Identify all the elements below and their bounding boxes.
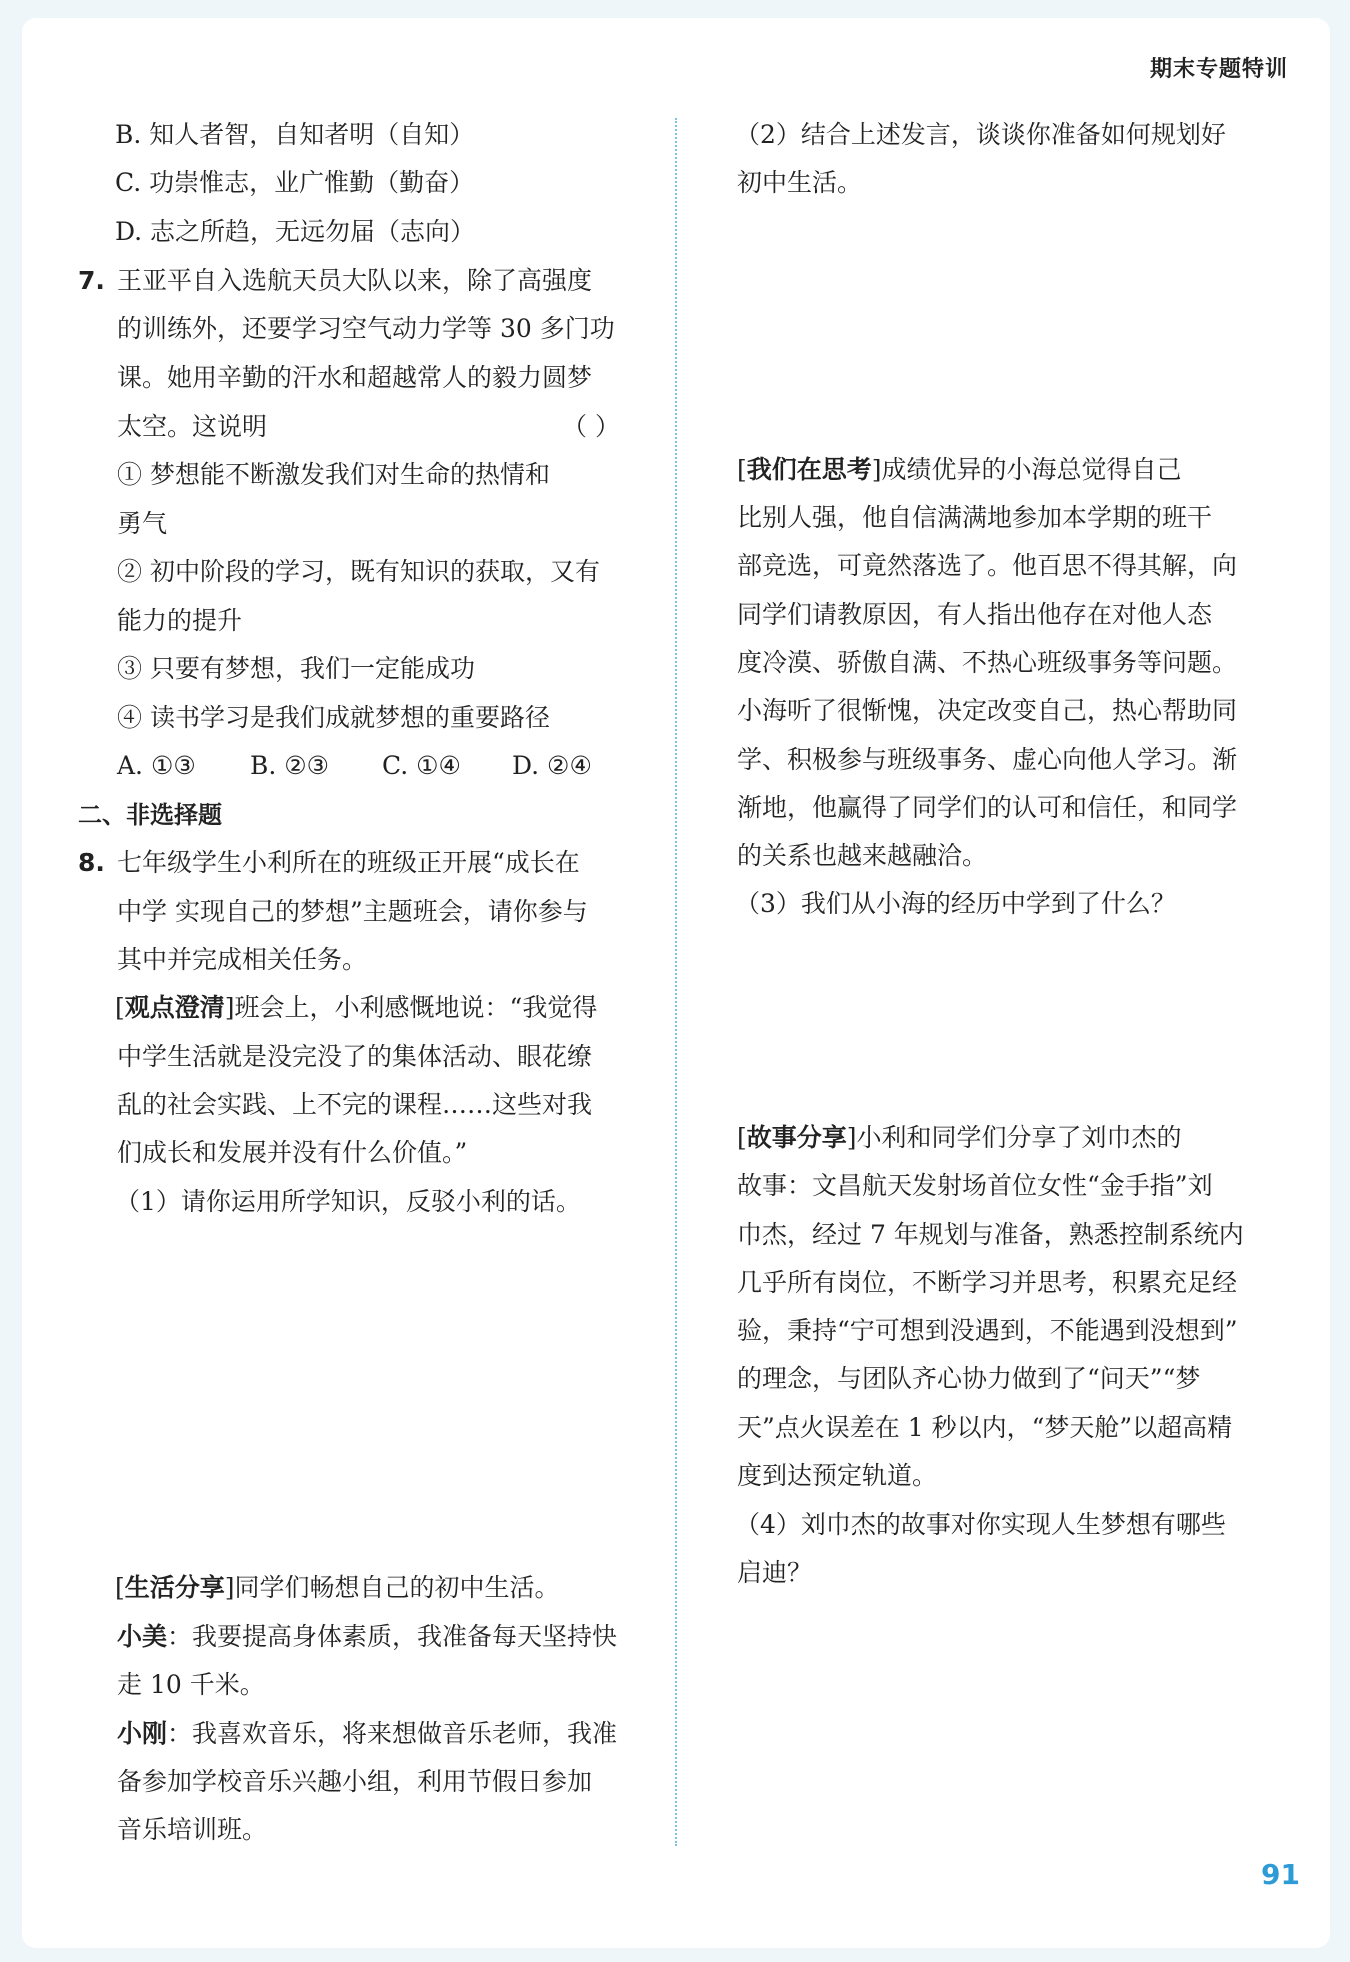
clarify-line: 乱的社会实践、上不完的课程……这些对我	[117, 1090, 593, 1119]
thinking-line: 小海听了很惭愧，决定改变自己，热心帮助同	[737, 696, 1238, 725]
xiaogang-text: ：我喜欢音乐，将来想做音乐老师，我准	[167, 1719, 618, 1748]
thinking-line: 部竞选，可竟然落选了。他百思不得其解，向	[737, 551, 1238, 580]
thinking-line: 度冷漠、骄傲自满、不热心班级事务等问题。	[737, 648, 1238, 677]
thinking-line: 比别人强，他自信满满地参加本学期的班干	[737, 503, 1213, 532]
q8-sub3: （3）我们从小海的经历中学到了什么？	[735, 889, 1176, 918]
q7-stem-line: 王亚平自入选航天员大队以来，除了高强度	[117, 266, 593, 295]
life-paragraph	[115, 1573, 560, 1603]
q8-sub1: （1）请你运用所学知识，反驳小利的话。	[115, 1187, 581, 1216]
q7-stem-line: 的训练外，还要学习空气动力学等 30 多门功	[117, 314, 615, 343]
bracket-open: [	[737, 455, 747, 484]
q7-choice-a[interactable]: A. ①③	[117, 751, 196, 780]
bracket-open: [	[115, 993, 125, 1022]
q7-answer-blank[interactable]: （ ）	[562, 412, 620, 441]
story-line: 天”点火误差在 1 秒以内，“梦天舱”以超高精	[737, 1413, 1233, 1442]
q8-sub2-line: 初中生活。	[737, 168, 863, 197]
thinking-line: 渐地，他赢得了同学们的认可和信任，和同学	[737, 793, 1238, 822]
clarify-line: 中学生活就是没完没了的集体活动、眼花缭	[117, 1042, 593, 1071]
q7-choice-d[interactable]: D. ②④	[512, 751, 592, 780]
bracket-close: ]	[846, 1123, 857, 1152]
story-line: 故事：文昌航天发射场首位女性“金手指”刘	[737, 1171, 1213, 1200]
q8-stem-line: 其中并完成相关任务。	[117, 945, 368, 974]
story-line: 的理念，与团队齐心协力做到了“问天”“梦	[737, 1364, 1201, 1393]
q8-sub2-line: （2）结合上述发言，谈谈你准备如何规划好	[735, 120, 1226, 149]
section-title: 二、非选择题	[78, 801, 222, 829]
tag-life: 生活分享	[124, 1573, 225, 1602]
bracket-open: [	[115, 1573, 125, 1602]
q7-choice-c[interactable]: C. ①④	[382, 751, 461, 780]
life-intro: 同学们畅想自己的初中生活。	[234, 1573, 560, 1602]
story-line: 小利和同学们分享了刘巾杰的	[856, 1123, 1182, 1152]
header-title: 期末专题特训	[1149, 57, 1288, 82]
q6-option-d: D. 志之所趋，无远勿届（志向）	[115, 217, 476, 246]
xiaogang-line	[117, 1719, 617, 1749]
q8-number: 8.	[78, 848, 105, 877]
q6-option-c: C. 功崇惟志，业广惟勤（勤奋）	[115, 168, 475, 197]
xiaogang-text: 音乐培训班。	[117, 1815, 268, 1844]
bracket-open: [	[737, 1123, 747, 1152]
clarify-line: 班会上，小利感慨地说：“我觉得	[234, 993, 598, 1022]
q7-stem-line: 课。她用辛勤的汗水和超越常人的毅力圆梦	[117, 363, 593, 392]
thinking-paragraph	[737, 455, 1182, 485]
xiaomei-text: ：我要提高身体素质，我准备每天坚持快	[167, 1622, 618, 1651]
story-line: 巾杰，经过 7 年规划与准备，熟悉控制系统内	[737, 1220, 1244, 1249]
q7-statement: ④ 读书学习是我们成就梦想的重要路径	[117, 703, 550, 732]
bracket-close: ]	[224, 1573, 235, 1602]
q7-statement: ① 梦想能不断激发我们对生命的热情和	[117, 460, 550, 489]
clarify-line: 们成长和发展并没有什么价值。”	[117, 1138, 468, 1167]
xiaogang-text: 备参加学校音乐兴趣小组，利用节假日参加	[117, 1767, 593, 1796]
thinking-line: 同学们请教原因，有人指出他存在对他人态	[737, 600, 1213, 629]
tag-clarify: 观点澄清	[124, 993, 225, 1022]
thinking-line: 学、积极参与班级事务、虚心向他人学习。渐	[737, 745, 1238, 774]
page-number: 91	[1261, 1858, 1300, 1891]
bracket-close: ]	[871, 455, 882, 484]
thinking-line: 成绩优异的小海总觉得自己	[881, 455, 1182, 484]
q7-statement: ③ 只要有梦想，我们一定能成功	[117, 654, 475, 683]
story-line: 度到达预定轨道。	[737, 1461, 938, 1490]
speaker-xiaomei: 小美	[117, 1622, 168, 1651]
tag-thinking: 我们在思考	[746, 455, 872, 484]
q7-statement: 能力的提升	[117, 606, 243, 635]
bracket-close: ]	[224, 993, 235, 1022]
q7-number: 7.	[78, 266, 105, 295]
q7-statement: ② 初中阶段的学习，既有知识的获取，又有	[117, 557, 600, 586]
story-line: 几乎所有岗位，不断学习并思考，积累充足经	[737, 1268, 1238, 1297]
q8-stem-line: 七年级学生小利所在的班级正开展“成长在	[117, 848, 580, 877]
q8-stem-line: 中学 实现自己的梦想”主题班会，请你参与	[117, 897, 588, 926]
q7-choice-b[interactable]: B. ②③	[250, 751, 330, 780]
q8-sub4-line: 启迪？	[737, 1558, 813, 1587]
clarify-paragraph	[115, 993, 597, 1023]
thinking-line: 的关系也越来越融洽。	[737, 841, 988, 870]
speaker-xiaogang: 小刚	[117, 1719, 168, 1748]
xiaomei-text: 走 10 千米。	[117, 1670, 265, 1699]
q8-sub4-line: （4）刘巾杰的故事对你实现人生梦想有哪些	[735, 1510, 1226, 1539]
xiaomei-line	[117, 1622, 617, 1652]
q7-statement: 勇气	[117, 509, 168, 538]
tag-story: 故事分享	[746, 1123, 847, 1152]
story-line: 验，秉持“宁可想到没遇到，不能遇到没想到”	[737, 1316, 1238, 1345]
story-paragraph	[737, 1123, 1182, 1153]
column-divider	[675, 118, 677, 1846]
q6-option-b: B. 知人者智，自知者明（自知）	[115, 120, 475, 149]
q7-stem-line: 太空。这说明	[117, 412, 268, 441]
